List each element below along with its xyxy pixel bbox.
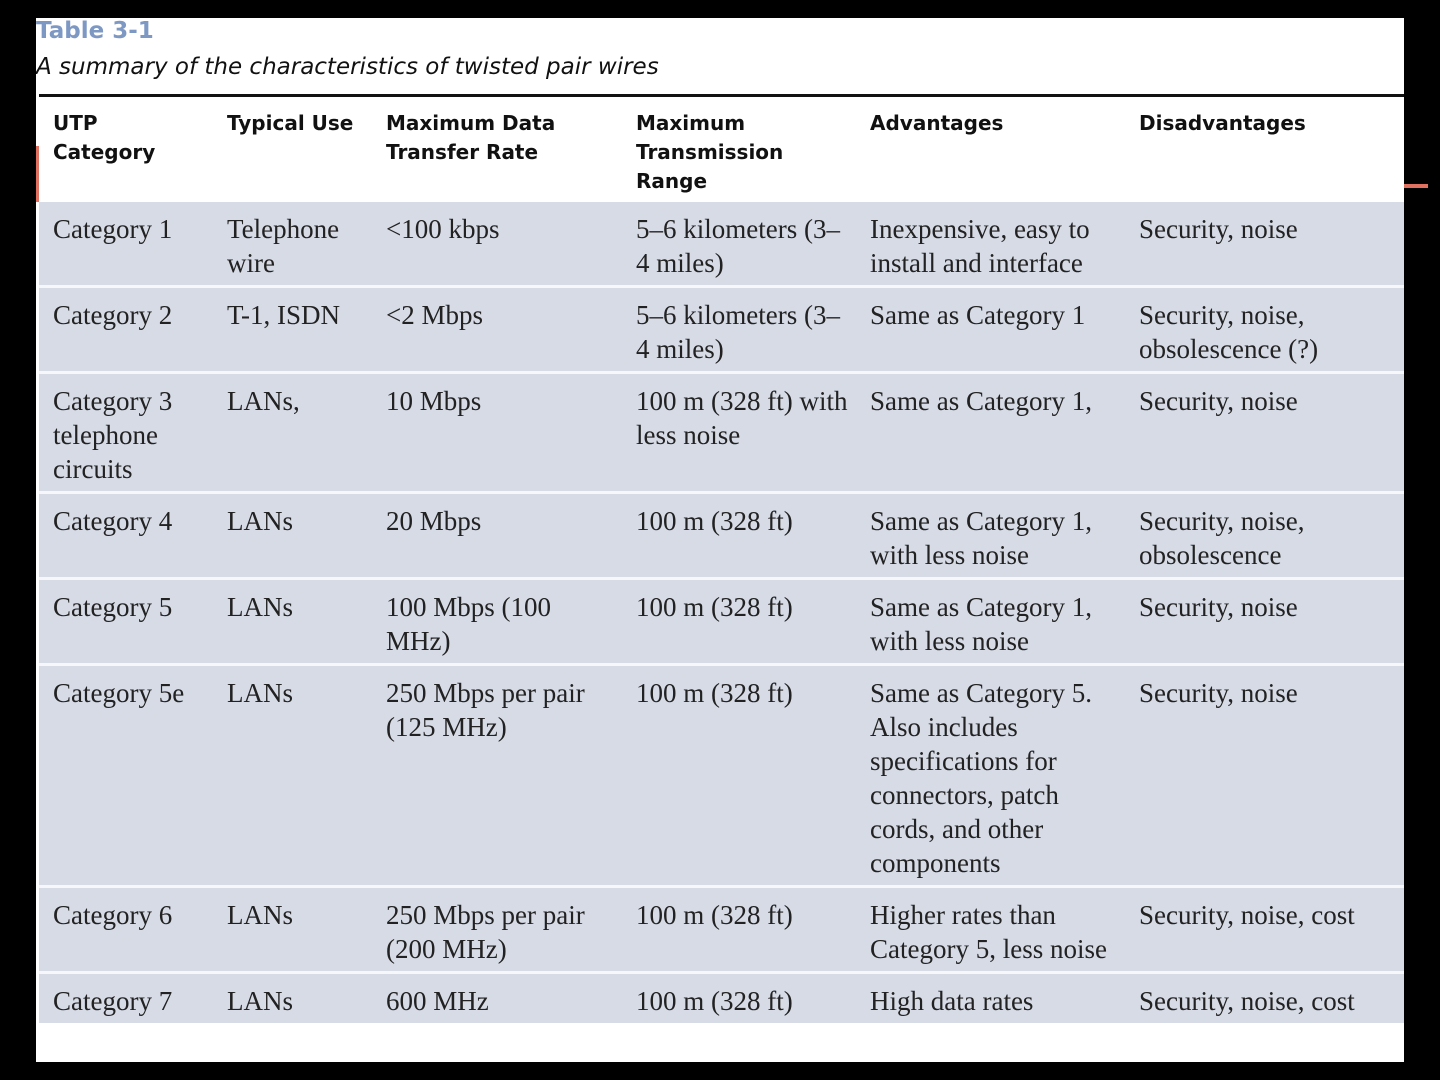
cell-category: Category 6 xyxy=(39,887,213,973)
cell-range: 100 m (328 ft) xyxy=(622,493,856,579)
table-row xyxy=(39,202,1404,287)
characteristics-table xyxy=(39,94,1404,1023)
table-row xyxy=(39,373,1404,493)
decorative-accent-line xyxy=(1404,184,1428,188)
table-row xyxy=(39,287,1404,373)
table-label: Table 3-1 xyxy=(36,18,154,44)
cell-advantages: Same as Category 1, xyxy=(856,373,1125,493)
cell-range: 100 m (328 ft) xyxy=(622,579,856,665)
cell-disadvantages: Security, noise, obsolescence xyxy=(1125,493,1404,579)
cell-category: Category 7 xyxy=(39,973,213,1024)
cell-typical-use: LANs xyxy=(213,973,372,1024)
header-typical-use: Typical Use xyxy=(213,96,372,203)
header-advantages: Advantages xyxy=(856,96,1125,203)
cell-data-rate: 10 Mbps xyxy=(372,373,622,493)
cell-advantages: High data rates xyxy=(856,973,1125,1024)
cell-typical-use: LANs xyxy=(213,579,372,665)
cell-range: 100 m (328 ft) xyxy=(622,665,856,887)
cell-advantages: Same as Category 1, with less noise xyxy=(856,493,1125,579)
cell-disadvantages: Security, noise, cost xyxy=(1125,973,1404,1024)
cell-typical-use: LANs xyxy=(213,887,372,973)
cell-range: 100 m (328 ft) xyxy=(622,887,856,973)
cell-typical-use: T-1, ISDN xyxy=(213,287,372,373)
cell-disadvantages: Security, noise, cost xyxy=(1125,887,1404,973)
cell-data-rate: 250 Mbps per pair (200 MHz) xyxy=(372,887,622,973)
cell-disadvantages: Security, noise xyxy=(1125,579,1404,665)
cell-typical-use: LANs, xyxy=(213,373,372,493)
cell-data-rate: <100 kbps xyxy=(372,202,622,287)
cell-range: 100 m (328 ft) xyxy=(622,973,856,1024)
cell-disadvantages: Security, noise, obsolescence (?) xyxy=(1125,287,1404,373)
cell-data-rate: 20 Mbps xyxy=(372,493,622,579)
header-max-range: Maximum Transmission Range xyxy=(622,96,856,203)
cell-data-rate: 250 Mbps per pair (125 MHz) xyxy=(372,665,622,887)
header-utp-category: UTP Category xyxy=(39,96,213,203)
cell-disadvantages: Security, noise xyxy=(1125,202,1404,287)
cell-category: Category 5 xyxy=(39,579,213,665)
cell-category: Category 3 telephone circuits xyxy=(39,373,213,493)
table-header-row xyxy=(39,96,1404,203)
cell-advantages: Same as Category 5. Also includes specifications for connectors, patch cords, and other components xyxy=(856,665,1125,887)
cell-data-rate: 100 Mbps (100 MHz) xyxy=(372,579,622,665)
table-row xyxy=(39,665,1404,887)
cell-range: 5–6 kilometers (3–4 miles) xyxy=(622,202,856,287)
cell-category: Category 2 xyxy=(39,287,213,373)
table-row xyxy=(39,887,1404,973)
header-max-data-rate: Maximum Data Transfer Rate xyxy=(372,96,622,203)
cell-typical-use: LANs xyxy=(213,665,372,887)
table-row xyxy=(39,493,1404,579)
table-row xyxy=(39,973,1404,1024)
cell-range: 5–6 kilometers (3–4 miles) xyxy=(622,287,856,373)
cell-range: 100 m (328 ft) with less noise xyxy=(622,373,856,493)
cell-typical-use: LANs xyxy=(213,493,372,579)
cell-category: Category 5e xyxy=(39,665,213,887)
header-disadvantages: Disadvantages xyxy=(1125,96,1404,203)
cell-data-rate: 600 MHz xyxy=(372,973,622,1024)
table-row xyxy=(39,579,1404,665)
cell-typical-use: Telephone wire xyxy=(213,202,372,287)
cell-advantages: Inexpensive, easy to install and interface xyxy=(856,202,1125,287)
cell-category: Category 4 xyxy=(39,493,213,579)
cell-advantages: Same as Category 1 xyxy=(856,287,1125,373)
cell-disadvantages: Security, noise xyxy=(1125,665,1404,887)
cell-disadvantages: Security, noise xyxy=(1125,373,1404,493)
cell-data-rate: <2 Mbps xyxy=(372,287,622,373)
table-caption: A summary of the characteristics of twisted pair wires xyxy=(36,54,659,80)
cell-advantages: Same as Category 1, with less noise xyxy=(856,579,1125,665)
cell-category: Category 1 xyxy=(39,202,213,287)
cell-advantages: Higher rates than Category 5, less noise xyxy=(856,887,1125,973)
document-page xyxy=(36,18,1404,1062)
